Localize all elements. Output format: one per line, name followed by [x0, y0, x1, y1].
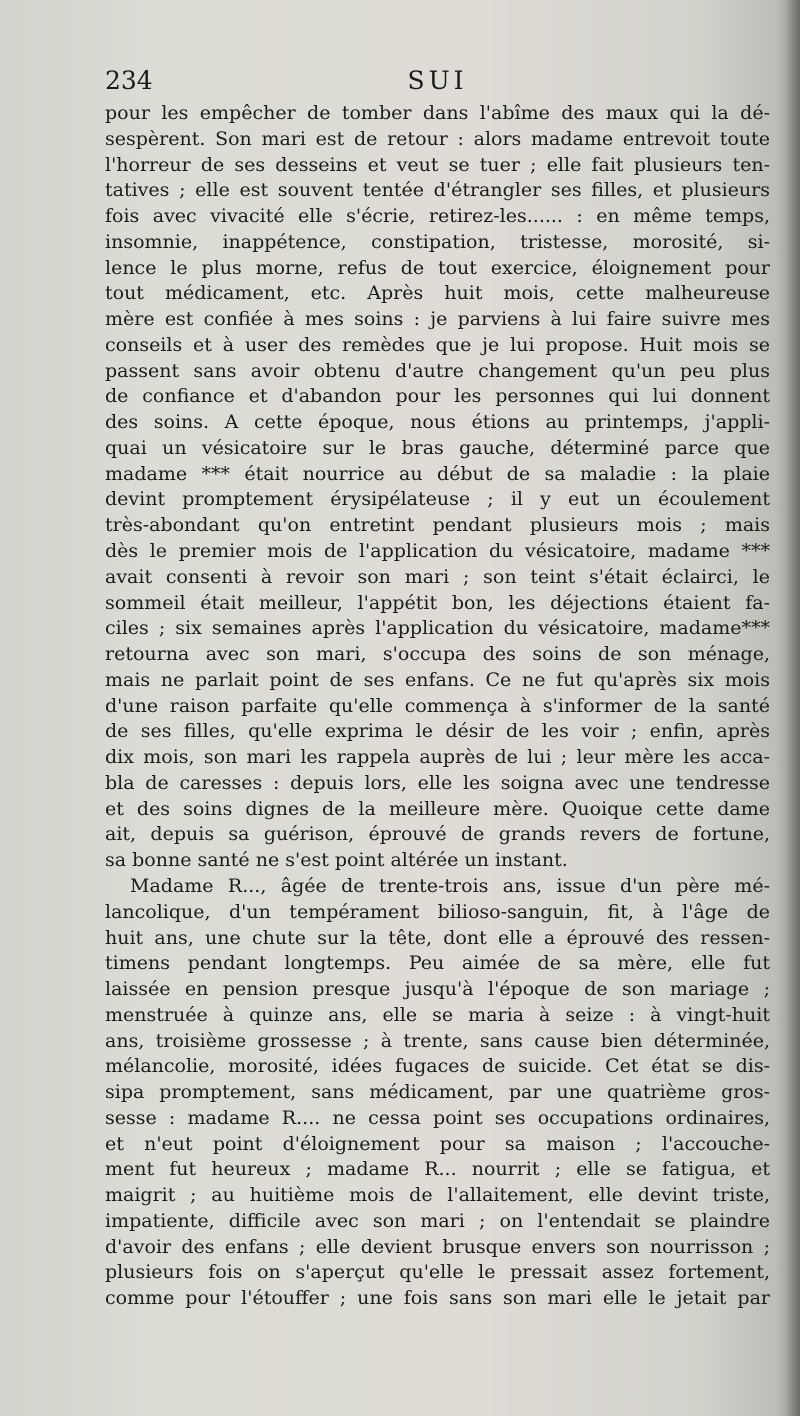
text-line: sommeil était meilleur, l'appétit bon, les déjections étaient fa-: [105, 591, 770, 614]
text-line: d'une raison parfaite qu'elle commença à s'informer de la santé: [105, 694, 770, 717]
text-line: l'horreur de ses desseins et veut se tuer ; elle fait plusieurs ten-: [105, 153, 770, 176]
text-line: huit ans, une chute sur la tête, dont elle a éprouvé des ressen-: [105, 926, 770, 949]
text-line: menstruée à quinze ans, elle se maria à seize : à vingt-huit: [105, 1003, 770, 1026]
text-line: ment fut heureux ; madame R... nourrit ; elle se fatigua, et: [105, 1158, 770, 1181]
page-number: 234: [105, 66, 153, 95]
text-line: dix mois, son mari les rappela auprès de lui ; leur mère les acca-: [105, 746, 770, 769]
body-text: [105, 101, 770, 1312]
text-line: ans, troisième grossesse ; à trente, sans cause bien déterminée,: [105, 1029, 770, 1052]
text-line: madame *** était nourrice au début de sa maladie : la plaie: [105, 462, 770, 485]
text-line: devint promptement érysipélateuse ; il y eut un écoulement: [105, 488, 770, 511]
text-line: sesse : madame R.... ne cessa point ses occupations ordinaires,: [105, 1106, 770, 1129]
text-line: lence le plus morne, refus de tout exercice, éloignement pour: [105, 256, 770, 279]
text-line: insomnie, inappétence, constipation, tristesse, morosité, si-: [105, 230, 770, 253]
text-line: très-abondant qu'on entretint pendant plusieurs mois ; mais: [105, 514, 770, 537]
text-line: et des soins dignes de la meilleure mère. Quoique cette dame: [105, 797, 770, 820]
text-line: retourna avec son mari, s'occupa des soins de son ménage,: [105, 643, 770, 666]
text-line: lancolique, d'un tempérament bilioso-sanguin, fit, à l'âge de: [105, 900, 770, 923]
text-line: tatives ; elle est souvent tentée d'étrangler ses filles, et plusieurs: [105, 179, 770, 202]
paragraph-start-line: Madame R..., âgée de trente-trois ans, issue d'un père mé-: [130, 874, 770, 897]
text-line: des soins. A cette époque, nous étions au printemps, j'appli-: [105, 411, 770, 434]
text-line: quai un vésicatoire sur le bras gauche, déterminé parce que: [105, 436, 770, 459]
text-line: maigrit ; au huitième mois de l'allaitement, elle devint triste,: [105, 1184, 770, 1207]
text-line: ciles ; six semaines après l'application du vésicatoire, madame***: [105, 617, 770, 640]
text-line: passent sans avoir obtenu d'autre changement qu'un peu plus: [105, 359, 770, 382]
text-line: mélancolie, morosité, idées fugaces de suicide. Cet état se dis-: [105, 1055, 770, 1078]
text-line: comme pour l'étouffer ; une fois sans son mari elle le jetait par: [105, 1287, 770, 1310]
text-line: impatiente, difficile avec son mari ; on l'entendait se plaindre: [105, 1209, 770, 1232]
text-line: mère est confiée à mes soins : je parviens à lui faire suivre mes: [105, 308, 770, 331]
running-head: SUI: [407, 66, 468, 95]
page-header: [105, 66, 770, 98]
text-line: bla de caresses : depuis lors, elle les soigna avec une tendresse: [105, 771, 770, 794]
text-line: sipa promptement, sans médicament, par une quatrième gros-: [105, 1081, 770, 1104]
text-line: tout médicament, etc. Après huit mois, cette malheureuse: [105, 282, 770, 305]
text-line: pour les empêcher de tomber dans l'abîme des maux qui la dé-: [105, 102, 770, 124]
text-line: de confiance et d'abandon pour les personnes qui lui donnent: [105, 385, 770, 408]
text-line: sespèrent. Son mari est de retour : alors madame entrevoit toute: [105, 127, 770, 150]
text-line: dès le premier mois de l'application du vésicatoire, madame ***: [105, 540, 770, 563]
text-line: mais ne parlait point de ses enfans. Ce ne fut qu'après six mois: [105, 668, 770, 691]
text-line: d'avoir des enfans ; elle devient brusque envers son nourrisson ;: [105, 1235, 770, 1258]
text-line: conseils et à user des remèdes que je lui propose. Huit mois se: [105, 333, 770, 356]
text-line: et n'eut point d'éloignement pour sa maison ; l'accouche-: [105, 1132, 770, 1155]
text-line: timens pendant longtemps. Peu aimée de sa mère, elle fut: [105, 952, 770, 975]
text-line: fois avec vivacité elle s'écrie, retirez-les...... : en même temps,: [105, 205, 770, 228]
text-line: plusieurs fois on s'aperçut qu'elle le pressait assez fortement,: [105, 1261, 770, 1284]
paragraph-end-line: sa bonne santé ne s'est point altérée un instant.: [105, 849, 568, 872]
text-line: laissée en pension presque jusqu'à l'époque de son mariage ;: [105, 978, 770, 1001]
text-line: de ses filles, qu'elle exprima le désir de les voir ; enfin, après: [105, 720, 770, 743]
text-line: avait consenti à revoir son mari ; son teint s'était éclairci, le: [105, 565, 770, 588]
text-line: ait, depuis sa guérison, éprouvé de grands revers de fortune,: [105, 823, 770, 846]
